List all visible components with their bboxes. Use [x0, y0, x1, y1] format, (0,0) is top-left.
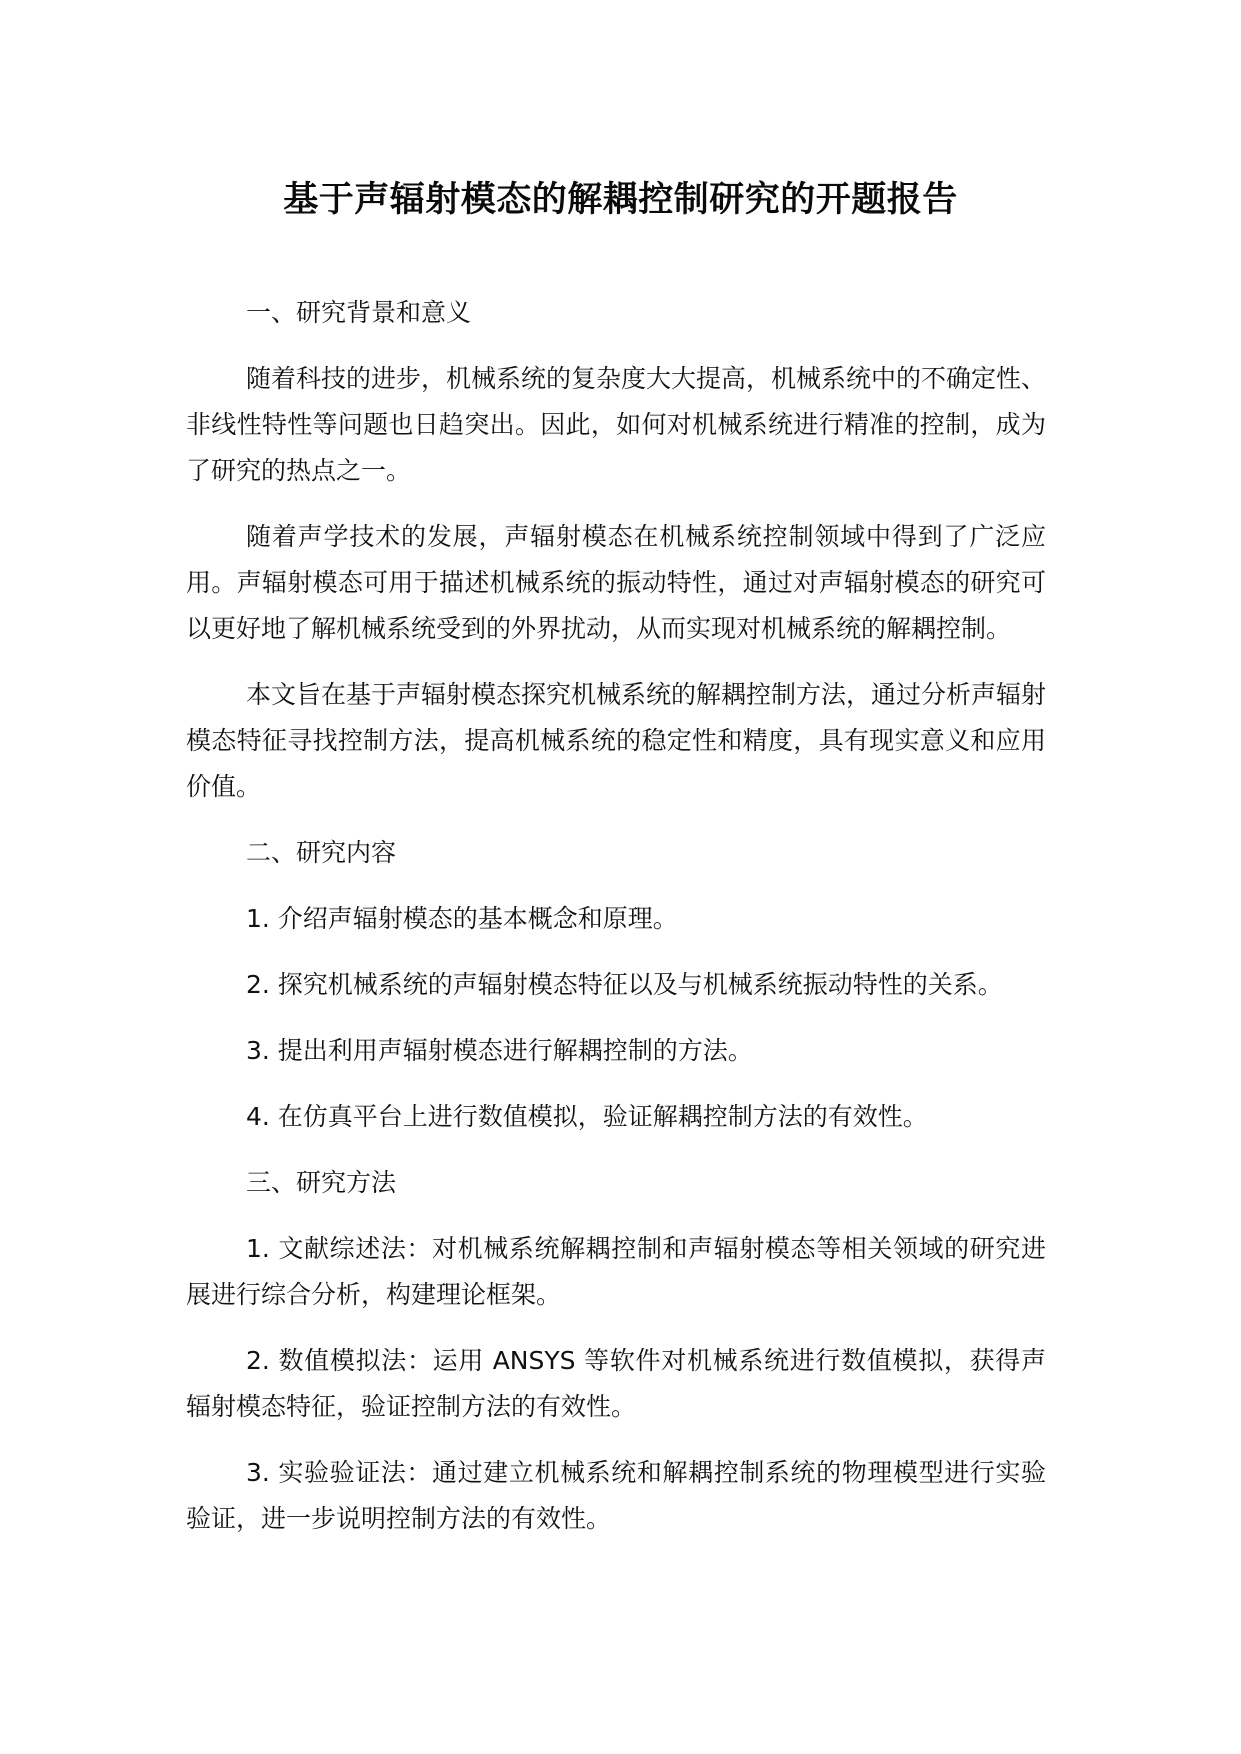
- content-item-1: 1. 介绍声辐射模态的基本概念和原理。: [246, 904, 678, 933]
- section-heading-content: 二、研究内容: [246, 838, 397, 867]
- method-numerical-simulation: 2. 数值模拟法：运用 ANSYS 等软件对机械系统进行数值模拟，获得声辐射模态特征，验证控制方法的有效性。: [186, 1346, 1046, 1421]
- method-experimental-validation: 3. 实验验证法：通过建立机械系统和解耦控制系统的物理模型进行实验验证，进一步说明控制方法的有效性。: [186, 1458, 1046, 1533]
- paragraph-background-3: 本文旨在基于声辐射模态探究机械系统的解耦控制方法，通过分析声辐射模态特征寻找控制方法，提高机械系统的稳定性和精度，具有现实意义和应用价值。: [186, 680, 1047, 801]
- section-heading-methods: 三、研究方法: [246, 1168, 397, 1197]
- method-literature-review: 1. 文献综述法：对机械系统解耦控制和声辐射模态等相关领域的研究进展进行综合分析，构建理论框架。: [186, 1234, 1046, 1309]
- content-item-2: 2. 探究机械系统的声辐射模态特征以及与机械系统振动特性的关系。: [246, 970, 1003, 999]
- content-item-3: 3. 提出利用声辐射模态进行解耦控制的方法。: [246, 1036, 753, 1065]
- document-body: [186, 290, 1046, 1562]
- content-item-4: 4. 在仿真平台上进行数值模拟，验证解耦控制方法的有效性。: [246, 1102, 928, 1131]
- paragraph-background-2: 随着声学技术的发展，声辐射模态在机械系统控制领域中得到了广泛应用。声辐射模态可用于描述机械系统的振动特性，通过对声辐射模态的研究可以更好地了解机械系统受到的外界扰动，从而实现对机械系统的解耦控制。: [186, 522, 1046, 643]
- paragraph-background-1: 随着科技的进步，机械系统的复杂度大大提高，机械系统中的不确定性、非线性特性等问题也日趋突出。因此，如何对机械系统进行精准的控制，成为了研究的热点之一。: [186, 364, 1047, 485]
- section-heading-background: 一、研究背景和意义: [246, 298, 472, 327]
- document-title: 基于声辐射模态的解耦控制研究的开题报告: [283, 180, 958, 220]
